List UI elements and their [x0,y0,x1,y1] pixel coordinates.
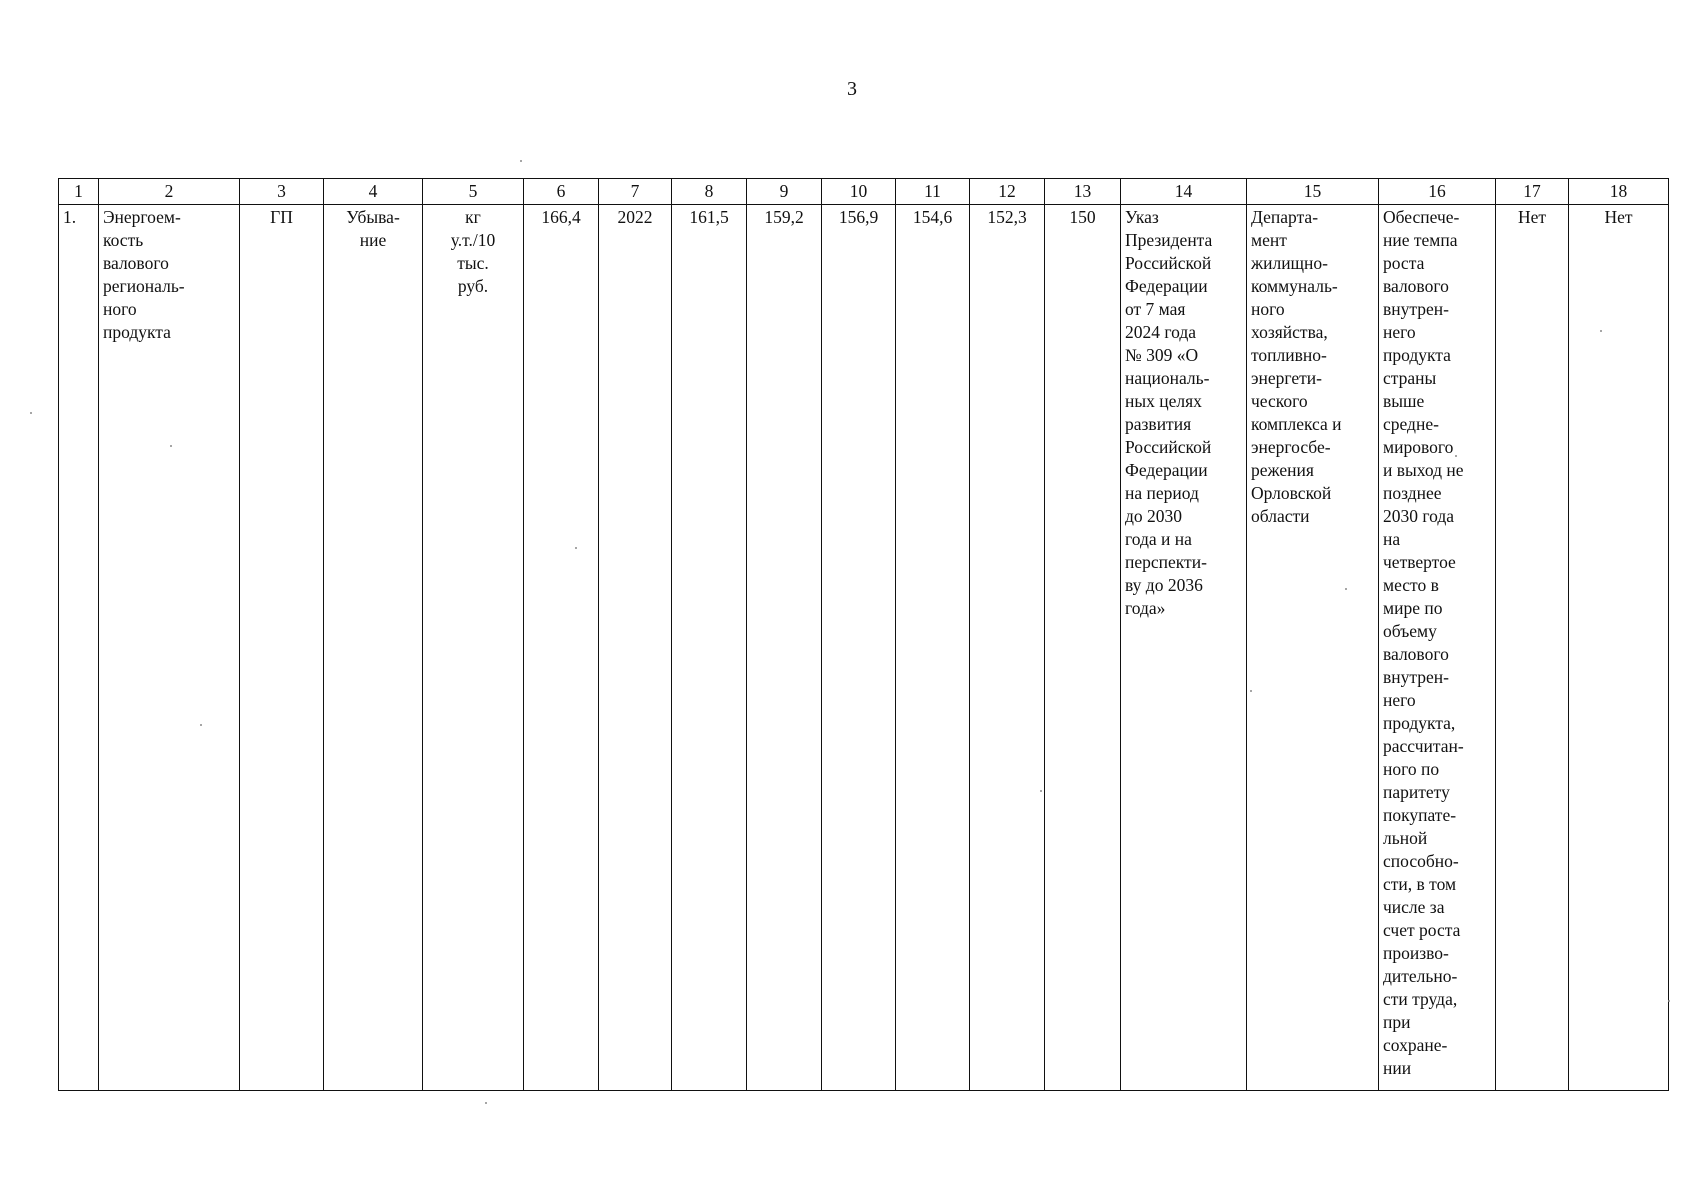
indicator-table [58,178,1669,1091]
source-document: Указ Президента Российской Федерации от 7 мая 2024 года № 309 «О националь- ных целях развития Российской Федерации на период до 2030 года и на перспекти- ву до 2036 года» [1121,205,1247,1091]
column-number-10: 10 [822,179,896,205]
column-17-value: Нет [1496,205,1569,1091]
value-column-13: 150 [1045,205,1121,1091]
base-value: 166,4 [524,205,599,1091]
column-number-1: 1 [59,179,99,205]
page-number: 3 [847,78,857,100]
table-row [59,205,1669,1091]
value-column-10: 156,9 [822,205,896,1091]
column-number-15: 15 [1247,179,1379,205]
value-column-11: 154,6 [896,205,970,1091]
column-number-12: 12 [970,179,1045,205]
column-18-value: Нет [1569,205,1669,1091]
value-column-12: 152,3 [970,205,1045,1091]
value-column-8: 161,5 [672,205,747,1091]
base-year: 2022 [599,205,672,1091]
column-number-9: 9 [747,179,822,205]
indicator-level: ГП [240,205,324,1091]
row-number: 1. [59,205,99,1091]
column-number-11: 11 [896,179,970,205]
column-number-18: 18 [1569,179,1669,205]
indicator-trend: Убыва- ние [324,205,423,1091]
column-number-16: 16 [1379,179,1496,205]
column-number-17: 17 [1496,179,1569,205]
column-number-7: 7 [599,179,672,205]
column-number-6: 6 [524,179,599,205]
column-number-2: 2 [99,179,240,205]
column-number-5: 5 [423,179,524,205]
column-number-4: 4 [324,179,423,205]
indicator-name: Энергоем- кость валового региональ- ного продукта [99,205,240,1091]
national-goal-link: Обеспече- ние темпа роста валового внутрен- него продукта страны выше средне- мирового и выход не позднее 2030 года на четвертое место в мире по объему валового внутрен- него продукта, рассчитан- ного по паритету покупате- льной способно- сти, в том числе за счет роста произво- дительно- сти труда, при сохране- нии [1379,205,1496,1091]
responsible-body: Департа- мент жилищно- коммуналь- ного хозяйства, топливно- энергети- ческого комплекса и энергосбе- режения Орловской области [1247,205,1379,1091]
column-number-row [59,179,1669,205]
column-number-3: 3 [240,179,324,205]
column-number-8: 8 [672,179,747,205]
value-column-9: 159,2 [747,205,822,1091]
column-number-13: 13 [1045,179,1121,205]
unit-of-measure: кг у.т./10 тыс. руб. [423,205,524,1091]
column-number-14: 14 [1121,179,1247,205]
